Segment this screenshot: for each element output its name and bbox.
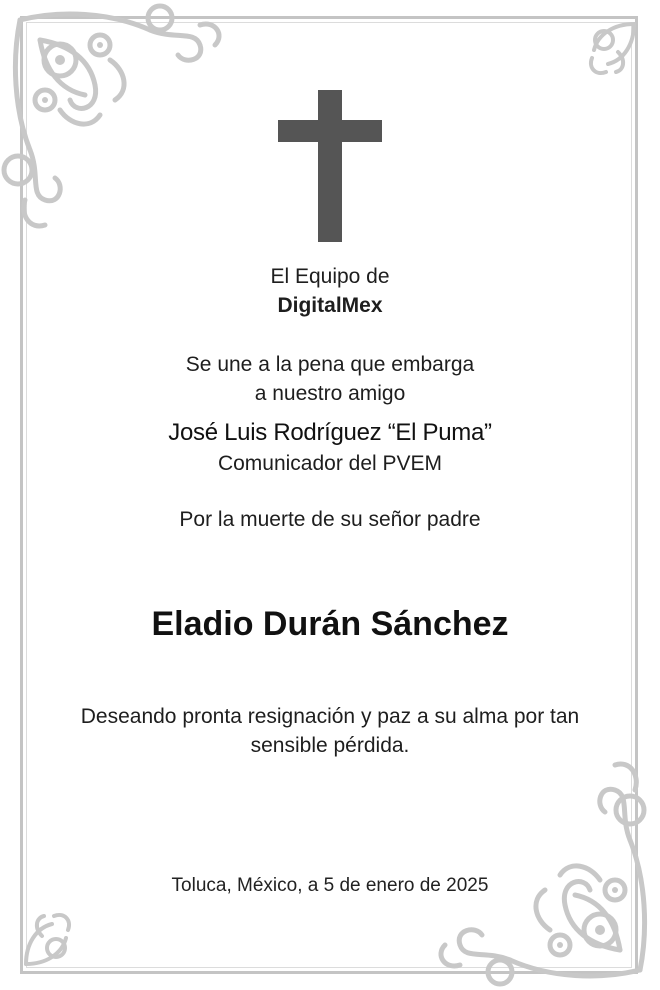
deceased-name: Eladio Durán Sánchez [151, 605, 509, 643]
floral-ornament-bottom-left [20, 906, 76, 970]
floral-ornament-top-left [0, 0, 230, 240]
cross-icon [278, 90, 382, 242]
team-line: El Equipo de [270, 265, 390, 288]
cross-horizontal-bar [278, 120, 382, 142]
reason-line: Por la muerte de su señor padre [179, 508, 481, 531]
cross-vertical-bar [318, 90, 342, 242]
condolence-line-1: Deseando pronta resignación y paz a su alma por tan [80, 705, 580, 728]
floral-ornament-bottom-right [430, 740, 660, 990]
friend-name: José Luis Rodríguez “El Puma” [168, 419, 492, 446]
message-line-1: Se une a la pena que embarga [185, 353, 475, 376]
friend-role: Comunicador del PVEM [217, 452, 443, 475]
message-line-2: a nuestro amigo [254, 382, 406, 405]
floral-ornament-top-right [584, 18, 640, 80]
condolence-line-2: sensible pérdida. [250, 734, 410, 757]
company-name: DigitalMex [277, 294, 383, 317]
place-date: Toluca, México, a 5 de enero de 2025 [171, 875, 489, 896]
